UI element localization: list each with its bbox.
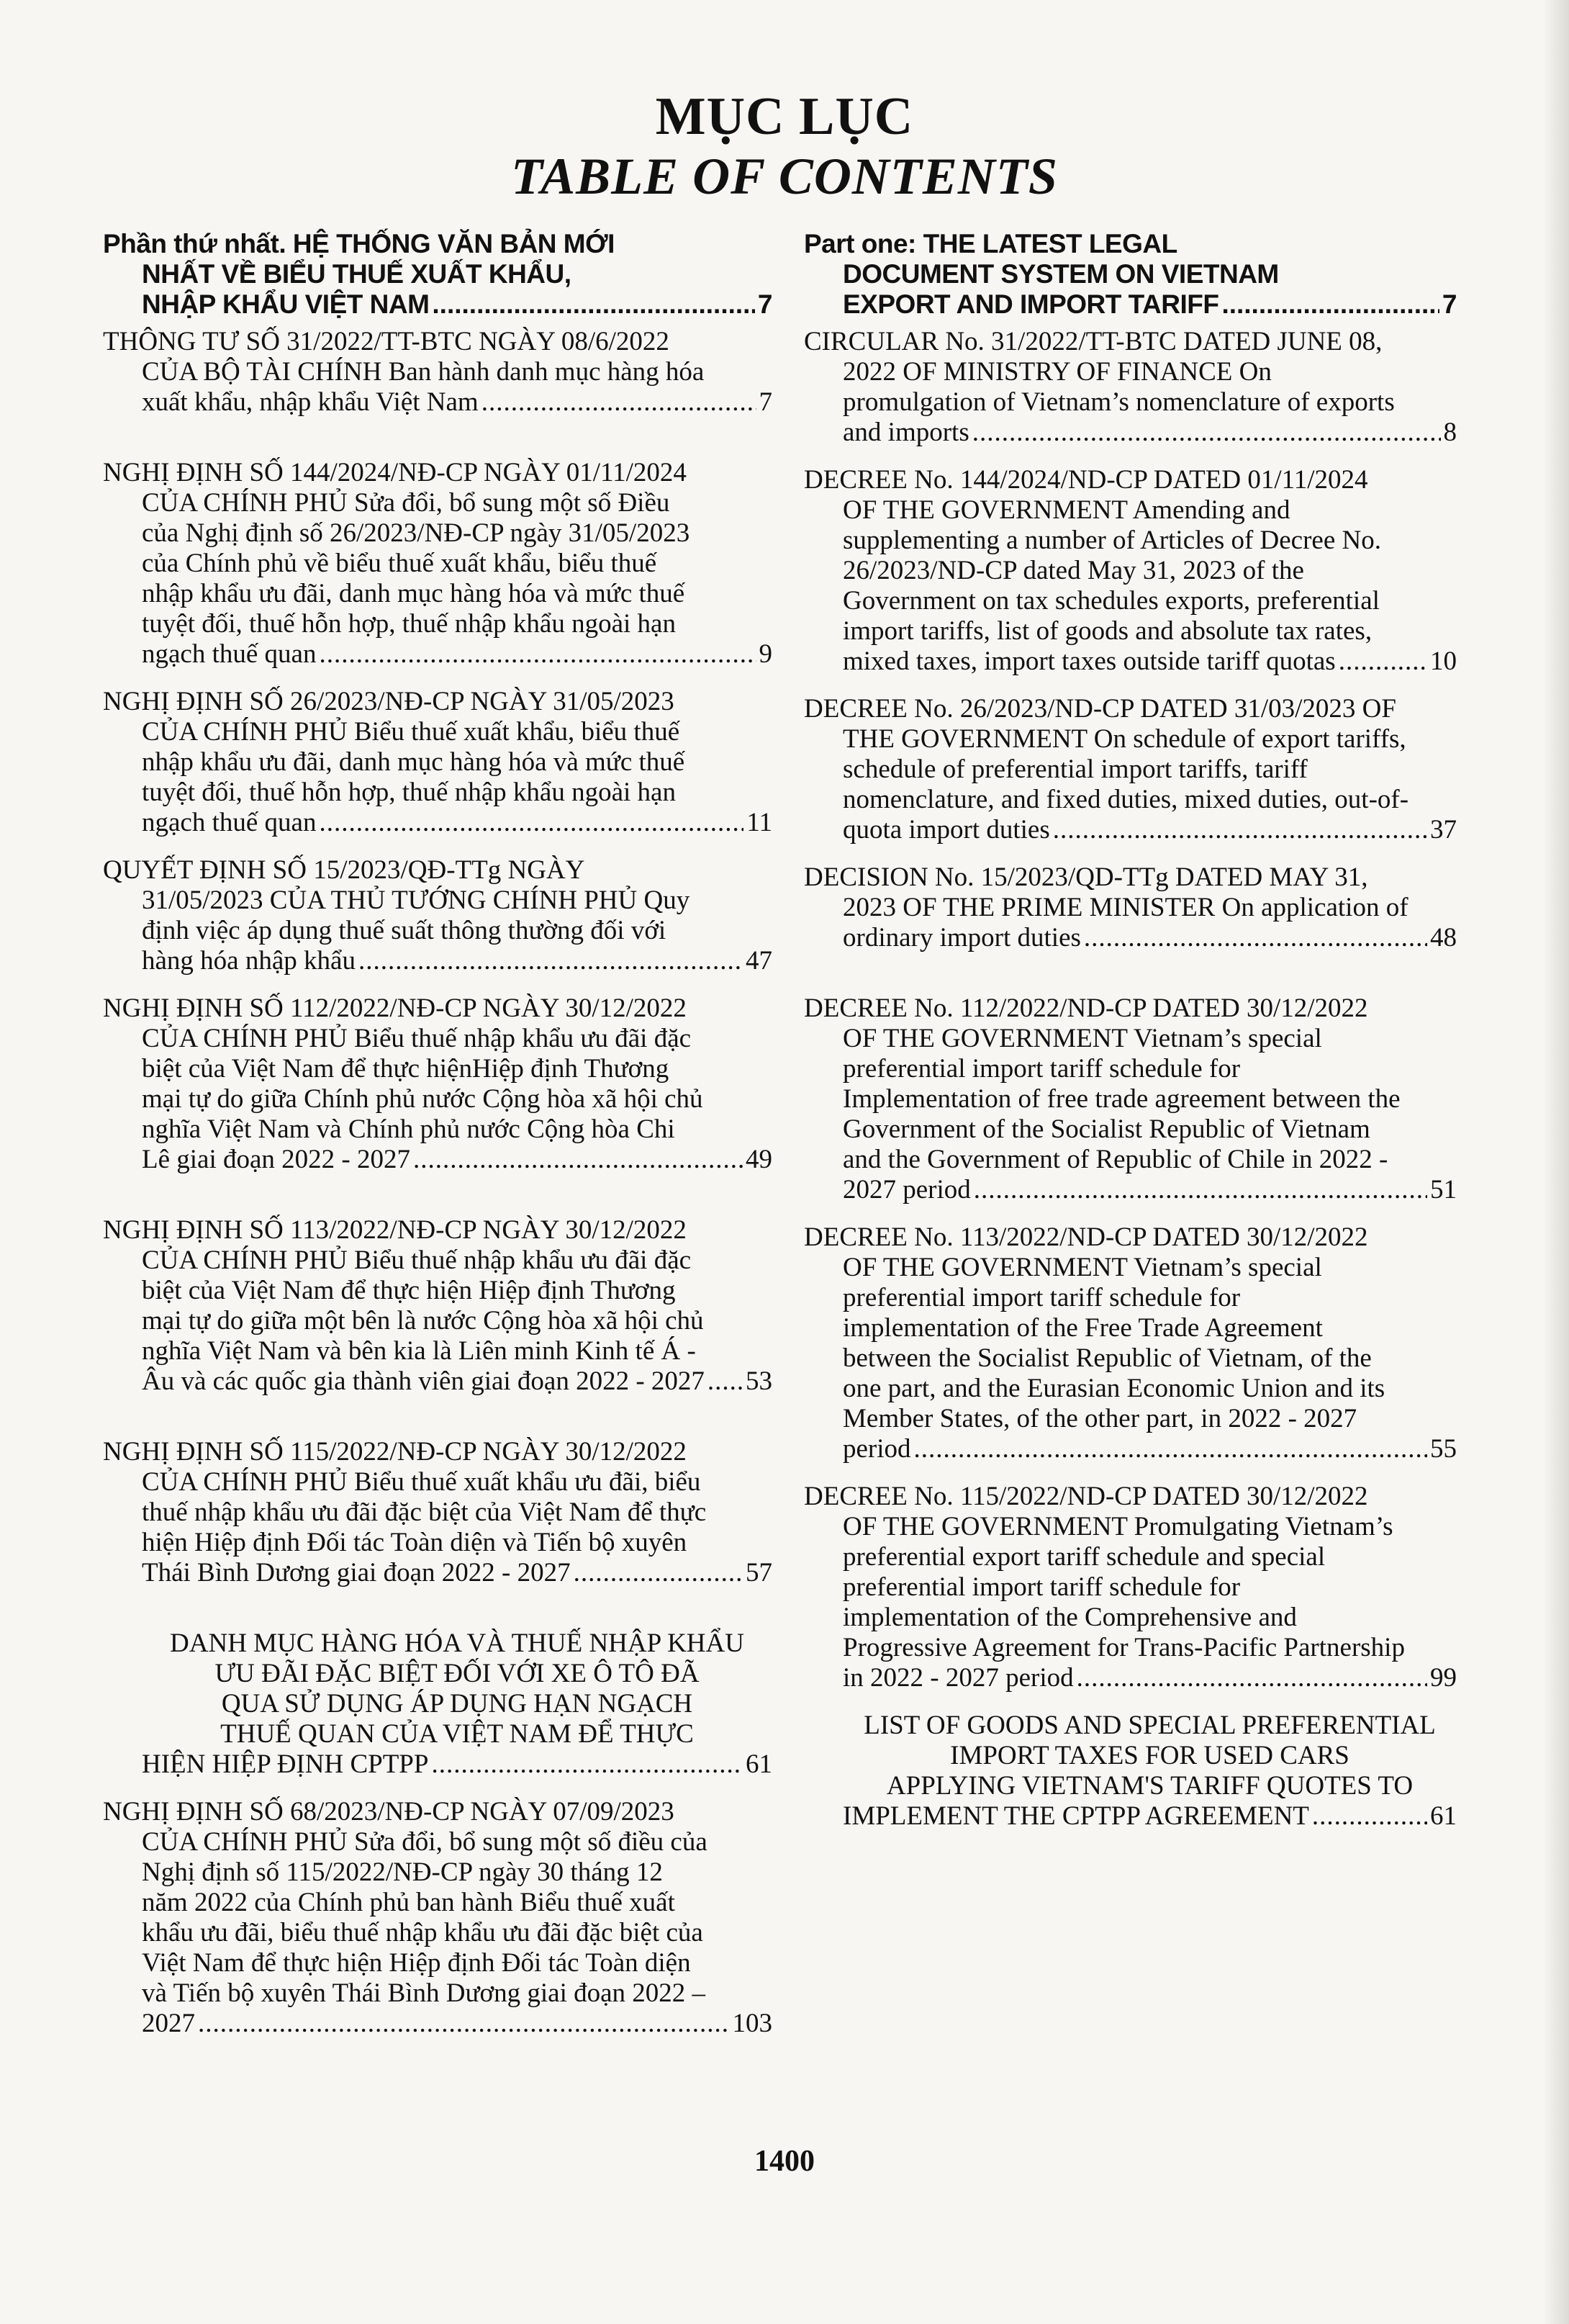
toc-entry-line: 26/2023/ND-CP dated May 31, 2023 of the [843,556,1304,585]
toc-entry-line: nhập khẩu ưu đãi, danh mục hàng hóa và mức thuế [142,747,685,777]
part-heading[interactable] [103,229,772,320]
dot-leader [1312,1801,1427,1832]
spacer [804,1464,1457,1482]
toc-entry-line: nghĩa Việt Nam và bên kia là Liên minh Kinh tế Á - [142,1336,696,1366]
toc-entry-last-line[interactable] [804,418,1457,448]
toc-entry-last-line[interactable] [804,1434,1457,1464]
toc-entry[interactable] [103,1797,772,2039]
toc-entry-line: implementation of the Free Trade Agreement [843,1313,1323,1343]
dot-leader [707,1366,743,1397]
toc-entry-line: 2023 OF THE PRIME MINISTER On application of [843,893,1409,922]
toc-entry-line: THE GOVERNMENT On schedule of export tariffs, [843,724,1406,754]
entry-page-number: 7 [1442,289,1457,319]
toc-entry-line: promulgation of Vietnam’s nomenclature of exports [843,387,1395,417]
toc-entry[interactable] [103,687,772,838]
dot-leader [972,418,1441,448]
toc-entry-line: thuế nhập khẩu ưu đãi đặc biệt của Việt Nam để thực [142,1497,707,1527]
dot-leader [432,289,755,320]
toc-entry-line: IMPORT TAXES FOR USED CARS [950,1741,1349,1770]
toc-entry-line: CỦA CHÍNH PHỦ Sửa đổi, bổ sung một số điều của [142,1827,707,1857]
dot-leader [319,808,743,838]
toc-entry[interactable] [804,1711,1457,1832]
dot-leader [574,1558,743,1588]
page-number: 1400 [754,2145,815,2178]
toc-entry-line: CỦA CHÍNH PHỦ Biểu thuế xuất khẩu ưu đãi, biểu [142,1467,701,1497]
toc-entry-line: preferential import tariff schedule for [843,1572,1241,1602]
entry-page-number: 9 [759,639,772,669]
entry-page-number: 57 [746,1558,772,1587]
dot-leader [198,2009,730,2039]
spacer [804,1693,1457,1711]
toc-entry-line: ƯU ĐÃI ĐẶC BIỆT ĐỐI VỚI XE Ô TÔ ĐÃ [214,1659,700,1688]
entry-line-text: Thái Bình Dương giai đoạn 2022 - 2027 [142,1558,571,1587]
toc-entry-line: năm 2022 của Chính phủ ban hành Biểu thuế xuất [142,1888,675,1917]
spacer [103,418,772,458]
toc-entry-line: của Nghị định số 26/2023/NĐ-CP ngày 31/05/2023 [142,518,690,548]
dot-leader [413,1145,743,1175]
spacer [804,845,1457,863]
toc-entry-line: mại tự do giữa một bên là nước Cộng hòa xã hội chủ [142,1306,704,1336]
toc-entry-line: LIST OF GOODS AND SPECIAL PREFERENTIAL [864,1711,1436,1740]
toc-entry-line: OF THE GOVERNMENT Amending and [843,495,1290,525]
title-vietnamese: MỤC LỤC [655,87,914,146]
part-heading-last-line[interactable] [804,289,1457,320]
toc-entry-line: THUẾ QUAN CỦA VIỆT NAM ĐỂ THỰC [220,1719,694,1749]
entry-page-number: 8 [1443,418,1457,447]
toc-entry-line: khẩu ưu đãi, biểu thuế nhập khẩu ưu đãi đặc biệt của [142,1918,703,1947]
entry-page-number: 103 [732,2009,772,2038]
toc-entry-last-line[interactable] [103,387,772,418]
toc-entry-line: hiện Hiệp định Đối tác Toàn diện và Tiến bộ xuyên [142,1528,687,1557]
toc-entry[interactable] [103,1629,772,1780]
part-heading-line: NHẤT VỀ BIỂU THUẾ XUẤT KHẨU, [142,259,571,289]
toc-entry-line: tuyệt đối, thuế hỗn hợp, thuế nhập khẩu ngoài hạn [142,778,676,807]
dot-leader [1077,1663,1427,1693]
toc-entry-line: CỦA CHÍNH PHỦ Biểu thuế nhập khẩu ưu đãi đặc [142,1024,692,1053]
toc-entry-line: NGHỊ ĐỊNH SỐ 115/2022/NĐ-CP NGÀY 30/12/2022 [103,1437,687,1467]
toc-entry[interactable] [804,863,1457,953]
entry-line-text: period [843,1434,911,1464]
toc-entry-line: Member States, of the other part, in 2022 - 2027 [843,1404,1357,1433]
entry-page-number: 55 [1430,1434,1457,1464]
toc-entry-last-line[interactable] [103,639,772,670]
toc-entry-line: 31/05/2023 CỦA THỦ TƯỚNG CHÍNH PHỦ Quy [142,886,690,915]
toc-entry-line: APPLYING VIETNAM'S TARIFF QUOTES TO [886,1771,1414,1801]
toc-entry-line: biệt của Việt Nam để thực hiện Hiệp định Thương [142,1276,676,1305]
dot-leader [1084,923,1427,953]
entry-line-text: hàng hóa nhập khẩu [142,946,356,976]
entry-page-number: 61 [746,1749,772,1779]
entry-page-number: 7 [757,289,772,319]
toc-entry-line: DECREE No. 115/2022/ND-CP DATED 30/12/2022 [804,1482,1368,1511]
toc-entry-line: implementation of the Comprehensive and [843,1603,1297,1632]
toc-entry-last-line[interactable] [103,1366,772,1397]
entry-page-number: 53 [746,1366,772,1396]
toc-entry-line: DANH MỤC HÀNG HÓA VÀ THUẾ NHẬP KHẨU [170,1629,744,1658]
toc-entry-line: nghĩa Việt Nam và Chính phủ nước Cộng hòa Chi [142,1114,675,1144]
entry-line-text: EXPORT AND IMPORT TARIFF [843,289,1219,319]
toc-entry-line: của Chính phủ về biểu thuế xuất khẩu, biểu thuế [142,549,657,578]
entry-line-text: and imports [843,418,969,447]
toc-entry-line: THÔNG TƯ SỐ 31/2022/TT-BTC NGÀY 08/6/2022 [103,327,669,356]
dot-leader [914,1434,1427,1464]
dot-leader [974,1175,1427,1205]
toc-entry[interactable] [103,1437,772,1588]
toc-entry-line: QUA SỬ DỤNG ÁP DỤNG HẠN NGẠCH [221,1689,693,1719]
entry-page-number: 99 [1430,1663,1457,1693]
toc-entry-line: Việt Nam để thực hiện Hiệp định Đối tác Toàn diện [142,1948,691,1978]
toc-entry[interactable] [804,1482,1457,1693]
entry-page-number: 51 [1430,1175,1457,1204]
entry-page-number: 48 [1430,923,1457,952]
toc-entry-line: 2022 OF MINISTRY OF FINANCE On [843,357,1272,387]
entry-page-number: 10 [1430,647,1457,676]
toc-entry[interactable] [103,458,772,670]
part-heading-line: DOCUMENT SYSTEM ON VIETNAM [843,259,1279,289]
spacer [804,1205,1457,1222]
toc-entry-line: NGHỊ ĐỊNH SỐ 26/2023/NĐ-CP NGÀY 31/05/2023 [103,687,674,716]
entry-line-text: in 2022 - 2027 period [843,1663,1074,1693]
toc-entry-line: nomenclature, and fixed duties, mixed duties, out-of- [843,785,1409,814]
spacer [804,677,1457,694]
toc-entry-line: preferential export tariff schedule and special [843,1542,1326,1572]
toc-entry-line: Nghị định số 115/2022/NĐ-CP ngày 30 tháng 12 [142,1857,663,1887]
toc-entry-last-line[interactable] [804,647,1457,677]
spacer [103,976,772,994]
dot-leader [431,1749,743,1780]
toc-entry-line: DECREE No. 113/2022/ND-CP DATED 30/12/2022 [804,1222,1368,1252]
toc-entry-line: NGHỊ ĐỊNH SỐ 112/2022/NĐ-CP NGÀY 30/12/2022 [103,994,687,1023]
toc-entry[interactable] [103,1215,772,1397]
toc-entry[interactable] [804,327,1457,448]
toc-entry-line: Government on tax schedules exports, preferential [843,586,1380,616]
toc-entry-line: DECISION No. 15/2023/QD-TTg DATED MAY 31, [804,863,1368,892]
toc-entry-line: CIRCULAR No. 31/2022/TT-BTC DATED JUNE 08, [804,327,1383,356]
toc-entry-line: Implementation of free trade agreement between the [843,1084,1401,1114]
toc-entry-line: OF THE GOVERNMENT Vietnam’s special [843,1024,1322,1053]
toc-entry-line: biệt của Việt Nam để thực hiệnHiệp định Thương [142,1054,669,1084]
spacer [804,448,1457,465]
toc-entry-last-line[interactable] [142,1749,772,1780]
toc-entry[interactable] [103,327,772,418]
toc-entry-last-line[interactable] [804,815,1457,845]
entry-line-text: NHẬP KHẨU VIỆT NAM [142,289,430,319]
spacer [103,1780,772,1797]
entry-line-text: xuất khẩu, nhập khẩu Việt Nam [142,387,479,417]
entry-page-number: 11 [746,808,772,837]
entry-line-text: ngạch thuế quan [142,808,317,837]
entry-line-text: Lê giai đoạn 2022 - 2027 [142,1145,410,1174]
toc-entry-line: QUYẾT ĐỊNH SỐ 15/2023/QĐ-TTg NGÀY [103,855,585,885]
entry-line-text: 2027 [142,2009,195,2038]
toc-entry[interactable] [804,994,1457,1205]
toc-entry-line: one part, and the Eurasian Economic Union and its [843,1374,1385,1403]
toc-entry-last-line[interactable] [804,1663,1457,1693]
toc-entry-line: NGHỊ ĐỊNH SỐ 68/2023/NĐ-CP NGÀY 07/09/2023 [103,1797,674,1827]
toc-entry-line: và Tiến bộ xuyên Thái Bình Dương giai đoạn 2022 – [142,1978,706,2008]
toc-entry[interactable] [103,855,772,976]
toc-entry-line: CỦA CHÍNH PHỦ Sửa đổi, bổ sung một số Điều [142,488,670,518]
toc-entry-last-line[interactable] [103,808,772,838]
entry-page-number: 37 [1430,815,1457,845]
dot-leader [358,946,743,976]
entry-line-text: HIỆN HIỆP ĐỊNH CPTPP [142,1749,429,1779]
entry-line-text: mixed taxes, import taxes outside tariff quotas [843,647,1336,676]
spacer [804,953,1457,994]
toc-entry-line: and the Government of Republic of Chile in 2022 - [843,1145,1388,1174]
part-heading-line: Part one: THE LATEST LEGAL [804,229,1177,258]
toc-entry-line: preferential import tariff schedule for [843,1283,1241,1312]
toc-entry-line: supplementing a number of Articles of Decree No. [843,526,1381,555]
entry-page-number: 49 [746,1145,772,1174]
toc-entry-line: NGHỊ ĐỊNH SỐ 113/2022/NĐ-CP NGÀY 30/12/2022 [103,1215,687,1245]
entry-line-text: ordinary import duties [843,923,1081,952]
toc-entry-line: schedule of preferential import tariffs, tariff [843,755,1308,784]
entry-line-text: Âu và các quốc gia thành viên giai đoạn 2022 - 2027 [142,1366,705,1396]
part-heading-last-line[interactable] [103,289,772,320]
entry-line-text: quota import duties [843,815,1050,845]
spacer [103,838,772,855]
dot-leader [1221,289,1439,320]
toc-entry-line: Government of the Socialist Republic of Vietnam [843,1114,1370,1144]
dot-leader [319,639,756,670]
toc-entry[interactable] [804,694,1457,845]
toc-entry-last-line[interactable] [804,923,1457,953]
toc-entry[interactable] [103,994,772,1175]
part-heading-line: Phần thứ nhất. HỆ THỐNG VĂN BẢN MỚI [103,229,615,258]
spacer [103,1397,772,1437]
title-english: TABLE OF CONTENTS [511,148,1058,205]
toc-entry-line: between the Socialist Republic of Vietnam, of the [843,1343,1372,1373]
toc-entry-line: OF THE GOVERNMENT Promulgating Vietnam’s [843,1512,1393,1541]
spacer [103,1588,772,1629]
toc-entry-line: nhập khẩu ưu đãi, danh mục hàng hóa và mức thuế [142,579,685,608]
toc-entry-line: tuyệt đối, thuế hỗn hợp, thuế nhập khẩu ngoài hạn [142,609,676,639]
toc-entry-last-line[interactable] [843,1801,1457,1832]
toc-entry-line: Progressive Agreement for Trans-Pacific Partnership [843,1633,1405,1662]
spacer [103,670,772,687]
toc-column-vietnamese [103,229,772,2039]
toc-entry-line: preferential import tariff schedule for [843,1054,1241,1084]
page-edge [1543,0,1569,2324]
entry-line-text: 2027 period [843,1175,971,1204]
toc-entry-line: mại tự do giữa Chính phủ nước Cộng hòa xã hội chủ [142,1084,703,1114]
toc-entry[interactable] [804,465,1457,677]
toc-entry-last-line[interactable] [804,1175,1457,1205]
toc-entry-last-line[interactable] [103,946,772,976]
toc-entry-last-line[interactable] [103,1558,772,1588]
entry-page-number: 61 [1430,1801,1457,1831]
entry-page-number: 47 [746,946,772,976]
toc-entry-last-line[interactable] [103,2009,772,2039]
entry-line-text: ngạch thuế quan [142,639,317,669]
toc-entry-line: DECREE No. 144/2024/ND-CP DATED 01/11/2024 [804,465,1368,495]
dot-leader [1053,815,1427,845]
toc-entry-line: CỦA BỘ TÀI CHÍNH Ban hành danh mục hàng hóa [142,357,705,387]
toc-entry-line: CỦA CHÍNH PHỦ Biểu thuế xuất khẩu, biểu thuế [142,717,680,747]
toc-entry[interactable] [804,1222,1457,1464]
toc-entry-line: import tariffs, list of goods and absolute tax rates, [843,616,1373,646]
toc-entry-last-line[interactable] [103,1145,772,1175]
part-heading[interactable] [804,229,1457,320]
toc-entry-line: DECREE No. 112/2022/ND-CP DATED 30/12/2022 [804,994,1368,1023]
toc-entry-line: DECREE No. 26/2023/ND-CP DATED 31/03/2023 OF [804,694,1396,724]
dot-leader [1339,647,1427,677]
entry-page-number: 7 [759,387,772,417]
toc-entry-line: định việc áp dụng thuế suất thông thường đối với [142,916,666,945]
toc-column-english [804,229,1457,1832]
spacer [103,1175,772,1215]
toc-entry-line: CỦA CHÍNH PHỦ Biểu thuế nhập khẩu ưu đãi đặc [142,1246,692,1275]
toc-entry-line: OF THE GOVERNMENT Vietnam’s special [843,1253,1322,1282]
entry-line-text: IMPLEMENT THE CPTPP AGREEMENT [843,1801,1309,1831]
dot-leader [481,387,756,418]
toc-entry-line: NGHỊ ĐỊNH SỐ 144/2024/NĐ-CP NGÀY 01/11/2024 [103,458,687,487]
